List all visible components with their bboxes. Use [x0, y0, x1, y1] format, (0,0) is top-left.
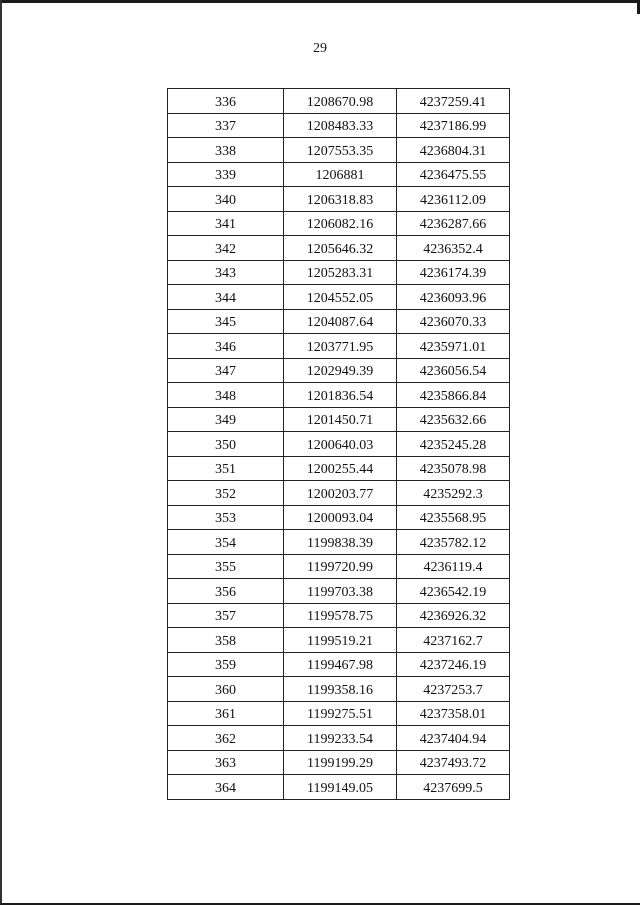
- point-number-cell: 356: [168, 579, 284, 604]
- point-number-cell: 348: [168, 383, 284, 408]
- point-number-cell: 355: [168, 554, 284, 579]
- table-row: [168, 628, 510, 653]
- x-coordinate-cell: 1199519.21: [284, 628, 397, 653]
- point-number-cell: 351: [168, 456, 284, 481]
- point-number-cell: 360: [168, 677, 284, 702]
- table-row: [168, 603, 510, 628]
- point-number-cell: 343: [168, 260, 284, 285]
- point-number-cell: 353: [168, 505, 284, 530]
- y-coordinate-cell: 4236112.09: [397, 187, 510, 212]
- x-coordinate-cell: 1200640.03: [284, 432, 397, 457]
- point-number-cell: 345: [168, 309, 284, 334]
- x-coordinate-cell: 1203771.95: [284, 334, 397, 359]
- x-coordinate-cell: 1199838.39: [284, 530, 397, 555]
- table-row: [168, 113, 510, 138]
- scan-edge-left: [0, 0, 2, 905]
- x-coordinate-cell: 1206082.16: [284, 211, 397, 236]
- y-coordinate-cell: 4235782.12: [397, 530, 510, 555]
- x-coordinate-cell: 1199149.05: [284, 775, 397, 800]
- y-coordinate-cell: 4237699.5: [397, 775, 510, 800]
- y-coordinate-cell: 4236352.4: [397, 236, 510, 261]
- scan-edge-top: [0, 0, 640, 3]
- x-coordinate-cell: 1207553.35: [284, 138, 397, 163]
- table-row: [168, 530, 510, 555]
- point-number-cell: 338: [168, 138, 284, 163]
- x-coordinate-cell: 1199233.54: [284, 726, 397, 751]
- point-number-cell: 349: [168, 407, 284, 432]
- point-number-cell: 361: [168, 701, 284, 726]
- table-row: [168, 407, 510, 432]
- table-row: [168, 89, 510, 114]
- y-coordinate-cell: 4235292.3: [397, 481, 510, 506]
- x-coordinate-cell: 1200093.04: [284, 505, 397, 530]
- y-coordinate-cell: 4236056.54: [397, 358, 510, 383]
- point-number-cell: 358: [168, 628, 284, 653]
- point-number-cell: 357: [168, 603, 284, 628]
- point-number-cell: 352: [168, 481, 284, 506]
- y-coordinate-cell: 4237253.7: [397, 677, 510, 702]
- table-row: [168, 187, 510, 212]
- y-coordinate-cell: 4235078.98: [397, 456, 510, 481]
- x-coordinate-cell: 1208670.98: [284, 89, 397, 114]
- point-number-cell: 364: [168, 775, 284, 800]
- y-coordinate-cell: 4237404.94: [397, 726, 510, 751]
- y-coordinate-cell: 4237246.19: [397, 652, 510, 677]
- table-row: [168, 211, 510, 236]
- table-row: [168, 383, 510, 408]
- point-number-cell: 350: [168, 432, 284, 457]
- x-coordinate-cell: 1199358.16: [284, 677, 397, 702]
- table-row: [168, 260, 510, 285]
- x-coordinate-cell: 1201836.54: [284, 383, 397, 408]
- x-coordinate-cell: 1199578.75: [284, 603, 397, 628]
- x-coordinate-cell: 1200203.77: [284, 481, 397, 506]
- x-coordinate-cell: 1200255.44: [284, 456, 397, 481]
- x-coordinate-cell: 1202949.39: [284, 358, 397, 383]
- y-coordinate-cell: 4235971.01: [397, 334, 510, 359]
- table-row: [168, 236, 510, 261]
- x-coordinate-cell: 1199467.98: [284, 652, 397, 677]
- table-row: [168, 358, 510, 383]
- x-coordinate-cell: 1205283.31: [284, 260, 397, 285]
- y-coordinate-cell: 4235632.66: [397, 407, 510, 432]
- y-coordinate-cell: 4235568.95: [397, 505, 510, 530]
- table-row: [168, 579, 510, 604]
- x-coordinate-cell: 1199199.29: [284, 750, 397, 775]
- table-row: [168, 481, 510, 506]
- y-coordinate-cell: 4237162.7: [397, 628, 510, 653]
- x-coordinate-cell: 1206318.83: [284, 187, 397, 212]
- y-coordinate-cell: 4236475.55: [397, 162, 510, 187]
- point-number-cell: 363: [168, 750, 284, 775]
- y-coordinate-cell: 4235866.84: [397, 383, 510, 408]
- table-row: [168, 309, 510, 334]
- table-row: [168, 701, 510, 726]
- x-coordinate-cell: 1206881: [284, 162, 397, 187]
- point-number-cell: 337: [168, 113, 284, 138]
- x-coordinate-cell: 1208483.33: [284, 113, 397, 138]
- table-row: [168, 775, 510, 800]
- point-number-cell: 359: [168, 652, 284, 677]
- x-coordinate-cell: 1199703.38: [284, 579, 397, 604]
- table-row: [168, 162, 510, 187]
- page-number: 29: [313, 41, 327, 56]
- y-coordinate-cell: 4236542.19: [397, 579, 510, 604]
- y-coordinate-cell: 4237186.99: [397, 113, 510, 138]
- y-coordinate-cell: 4237259.41: [397, 89, 510, 114]
- y-coordinate-cell: 4236070.33: [397, 309, 510, 334]
- y-coordinate-cell: 4236926.32: [397, 603, 510, 628]
- table-row: [168, 138, 510, 163]
- table-row: [168, 554, 510, 579]
- table-row: [168, 726, 510, 751]
- x-coordinate-cell: 1204552.05: [284, 285, 397, 310]
- table-row: [168, 432, 510, 457]
- point-number-cell: 347: [168, 358, 284, 383]
- table-row: [168, 456, 510, 481]
- x-coordinate-cell: 1199720.99: [284, 554, 397, 579]
- point-number-cell: 341: [168, 211, 284, 236]
- coordinate-table-body: [168, 89, 510, 800]
- y-coordinate-cell: 4235245.28: [397, 432, 510, 457]
- y-coordinate-cell: 4237493.72: [397, 750, 510, 775]
- y-coordinate-cell: 4236119.4: [397, 554, 510, 579]
- x-coordinate-cell: 1199275.51: [284, 701, 397, 726]
- point-number-cell: 339: [168, 162, 284, 187]
- point-number-cell: 346: [168, 334, 284, 359]
- point-number-cell: 362: [168, 726, 284, 751]
- y-coordinate-cell: 4237358.01: [397, 701, 510, 726]
- coordinate-table: [167, 88, 510, 800]
- point-number-cell: 354: [168, 530, 284, 555]
- point-number-cell: 340: [168, 187, 284, 212]
- point-number-cell: 342: [168, 236, 284, 261]
- y-coordinate-cell: 4236093.96: [397, 285, 510, 310]
- y-coordinate-cell: 4236804.31: [397, 138, 510, 163]
- table-row: [168, 505, 510, 530]
- table-row: [168, 285, 510, 310]
- table-row: [168, 652, 510, 677]
- x-coordinate-cell: 1201450.71: [284, 407, 397, 432]
- table-row: [168, 750, 510, 775]
- table-row: [168, 334, 510, 359]
- point-number-cell: 336: [168, 89, 284, 114]
- x-coordinate-cell: 1205646.32: [284, 236, 397, 261]
- x-coordinate-cell: 1204087.64: [284, 309, 397, 334]
- table-row: [168, 677, 510, 702]
- y-coordinate-cell: 4236174.39: [397, 260, 510, 285]
- y-coordinate-cell: 4236287.66: [397, 211, 510, 236]
- point-number-cell: 344: [168, 285, 284, 310]
